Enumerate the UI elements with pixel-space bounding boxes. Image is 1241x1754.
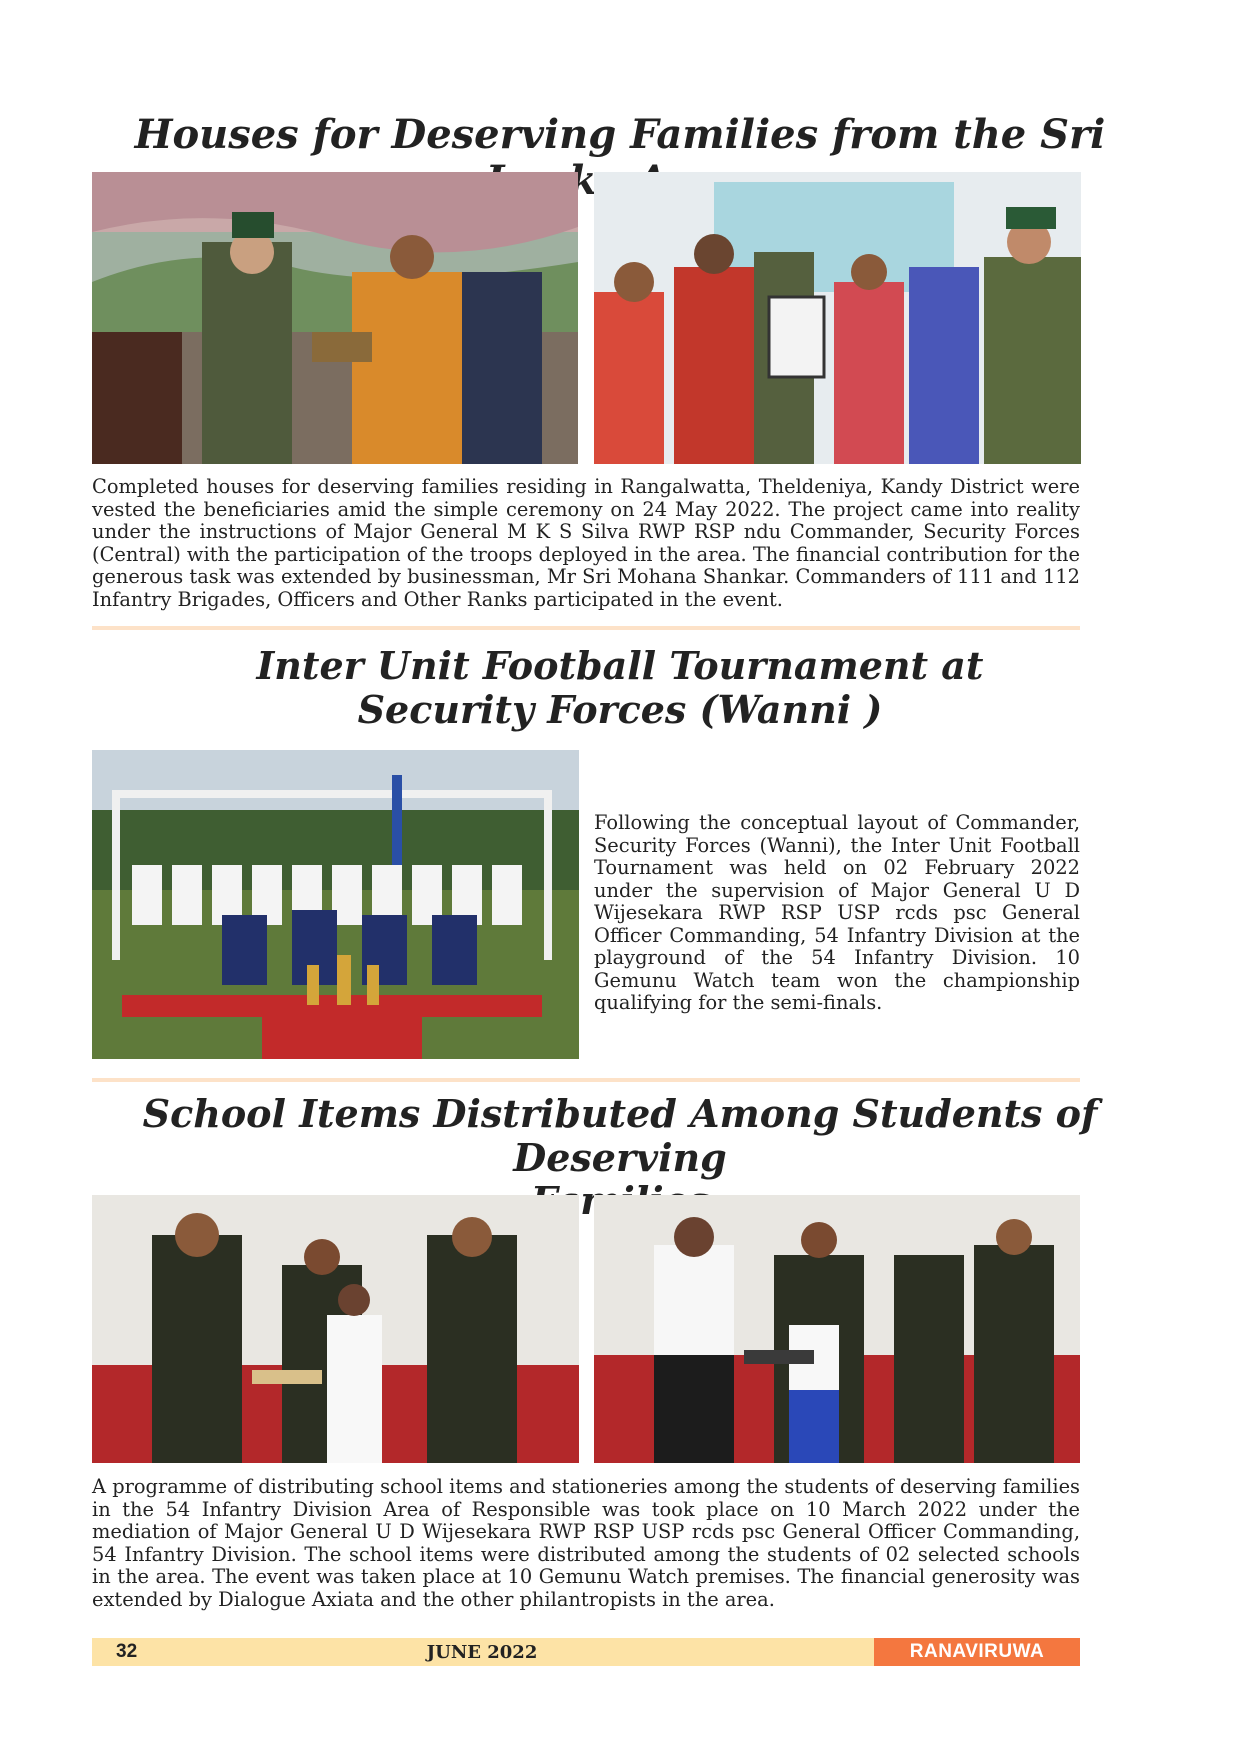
section-body-school-items: A programme of distributing school items and stationeries among the students of deserving families in the 54 Infantry Division Area of Responsible was took place on 10 March 2022 under the mediation of Major General U D Wijesekara RWP RSP USP rcds psc General Officer Commanding, 54 Infantry Division. The school items were distributed among the students of 02 selected schools in the area. The event was taken place at 10 Gemunu Watch premises. The financial generosity was extended by Dialogue Axiata and the other philantropists in the area. xyxy=(92,1475,1080,1611)
issue-date: JUNE 2022 xyxy=(426,1642,538,1663)
section-divider xyxy=(92,626,1080,630)
section-title-football-line1: Inter Unit Football Tournament at xyxy=(256,643,984,688)
photo-football-team xyxy=(92,750,579,1059)
section-body-houses: Completed houses for deserving families residing in Rangalwatta, Theldeniya, Kandy District were vested the beneficiaries amid the simple ceremony on 24 May 2022. The project came into reality under the instructions of Major General M K S Silva RWP RSP ndu Commander, Security Forces (Central) with the participation of the troops deployed in the area. The financial contribution for the generous task was extended by businessman, Mr Sri Mohana Shankar. Commanders of 111 and 112 Infantry Brigades, Officers and Other Ranks participated in the event. xyxy=(92,475,1080,611)
section-divider xyxy=(92,1078,1080,1082)
photo-school-items-distribution-1 xyxy=(92,1195,579,1463)
section-title-football-line2: Security Forces (Wanni ) xyxy=(357,686,883,732)
magazine-brand: RANAVIRUWA xyxy=(874,1638,1080,1666)
section-title-football xyxy=(60,644,1180,731)
section-body-football: Following the conceptual layout of Commander, Security Forces (Wanni), the Inter Unit Football Tournament was held on 02 February 2022 under the supervision of Major General U D Wijesekara RWP RSP USP rcds psc General Officer Commanding, 54 Infantry Division at the playground of the 54 Infantry Division. 10 Gemunu Watch team won the championship qualifying for the semi-finals. xyxy=(594,811,1080,1014)
section-title-houses: Houses for Deserving Families from the Sri xyxy=(134,111,1106,158)
page-footer xyxy=(92,1638,1080,1666)
section-title-school-items-line1: School Items Distributed Among Students of Deserving xyxy=(142,1091,1098,1180)
photo-school-items-distribution-2 xyxy=(594,1195,1080,1463)
photo-house-certificate-presentation xyxy=(594,172,1081,464)
photo-house-handover-ceremony xyxy=(92,172,578,464)
page-number: 32 xyxy=(116,1641,138,1662)
